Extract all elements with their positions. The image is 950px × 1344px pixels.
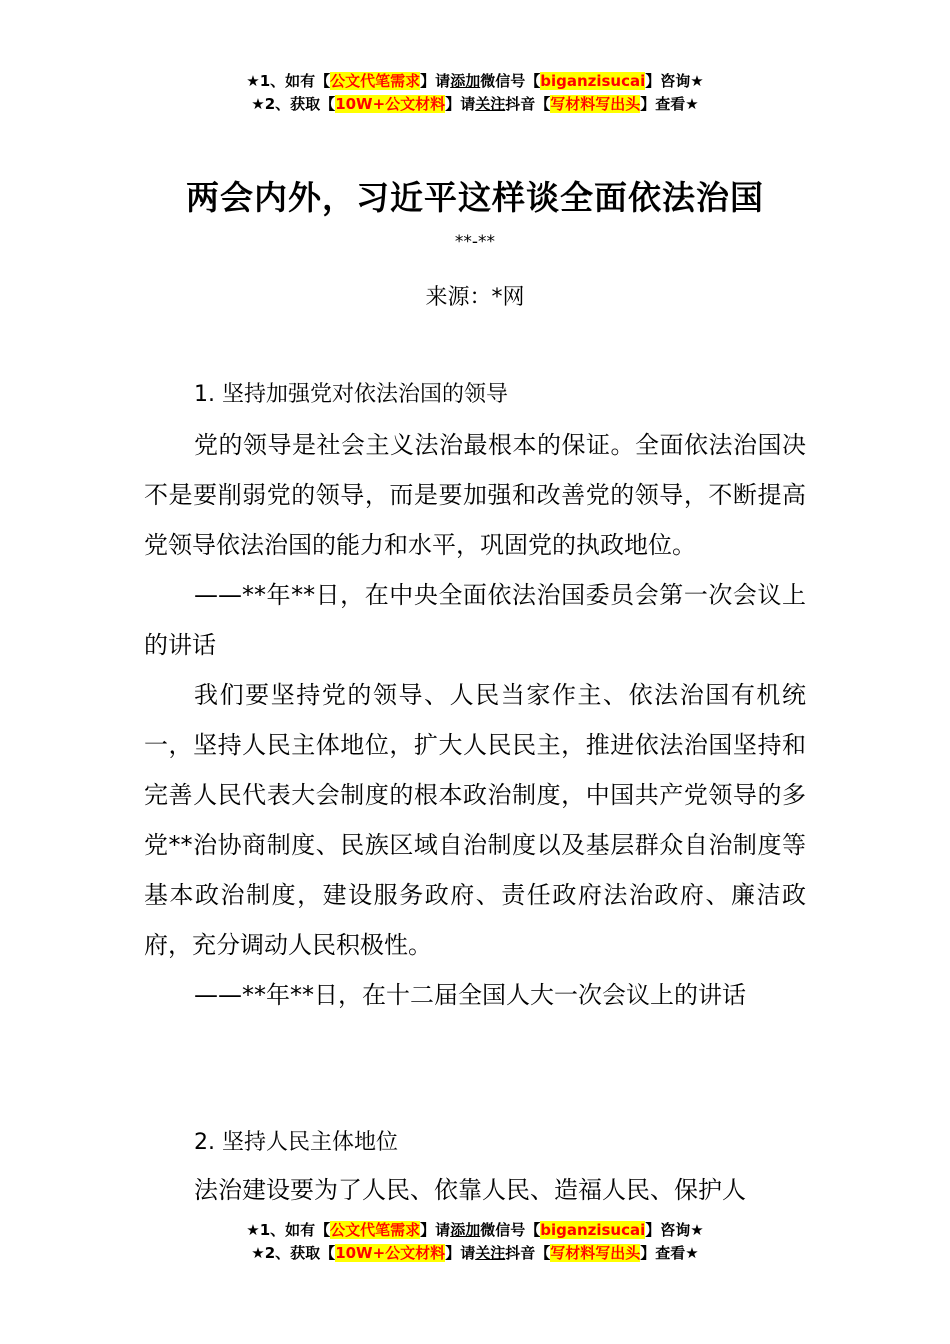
banner-text: 】咨询★ [645,1221,704,1239]
banner-underline: 关注 [475,1244,506,1262]
banner-text: 】查看★ [640,95,699,113]
source-line: 来源：*网 [425,285,525,310]
banner-text: 抖音【 [505,1244,551,1262]
banner-underline: 添加 [450,1221,481,1239]
paragraph: 我们要坚持党的领导、人民当家作主、依法治国有机统一，坚持人民主体地位，扩大人民民主，推进依法治国坚持和完善人民代表大会制度的根本政治制度，中国共产党领导的多党**治协商制度、民族区域自治制度以及基层群众自治制度等基本政治制度，建设服务政府、责任政府法治政府、廉洁政府，充分调动人民积极性。 [144,681,806,959]
banner-text: 微信号【 [480,72,541,90]
section-2-body [144,1165,806,1215]
banner-text: 】请 [420,72,451,90]
quote-source: ——**年**日，在中央全面依法治国委员会第一次会议上的讲话 [144,581,806,659]
banner-line-2 [0,1242,950,1265]
banner-line-1 [0,70,950,93]
banner-text: 】请 [420,1221,451,1239]
footer-banner [0,1219,950,1265]
banner-text: 】请 [445,1244,476,1262]
banner-text: 抖音【 [505,95,551,113]
banner-text: ★1、如有【 [246,72,331,90]
banner-highlight: biganzisucai [540,72,646,90]
banner-highlight: 10W+公文材料 [335,1244,446,1262]
banner-text: ★1、如有【 [246,1221,331,1239]
page-title: 两会内外，习近平这样谈全面依法治国 [186,178,764,217]
banner-text: 】请 [445,95,476,113]
paragraph: 法治建设要为了人民、依靠人民、造福人民、保护人 [194,1176,746,1204]
banner-text: ★2、获取【 [251,1244,336,1262]
banner-highlight: biganzisucai [540,1221,646,1239]
banner-underline: 添加 [450,72,481,90]
banner-underline: 关注 [475,95,506,113]
publish-date: **-** [454,232,496,252]
banner-highlight: 公文代笔需求 [330,72,421,90]
section-1-body [144,420,806,1020]
paragraph: 党的领导是社会主义法治最根本的保证。全面依法治国决不是要削弱党的领导，而是要加强和改善党的领导，不断提高党领导依法治国的能力和水平，巩固党的执政地位。 [144,431,806,559]
banner-highlight: 10W+公文材料 [335,95,446,113]
banner-highlight: 写材料写出头 [550,95,641,113]
banner-highlight: 写材料写出头 [550,1244,641,1262]
banner-line-1 [0,1219,950,1242]
banner-highlight: 公文代笔需求 [330,1221,421,1239]
banner-text: 微信号【 [480,1221,541,1239]
header-banner [0,70,950,116]
banner-line-2 [0,93,950,116]
quote-source: ——**年**日，在十二届全国人大一次会议上的讲话 [194,981,746,1009]
section-2-heading: 2. 坚持人民主体地位 [194,1130,398,1155]
banner-text: 】咨询★ [645,72,704,90]
banner-text: 】查看★ [640,1244,699,1262]
section-1-heading: 1. 坚持加强党对依法治国的领导 [194,382,508,407]
banner-text: ★2、获取【 [251,95,336,113]
